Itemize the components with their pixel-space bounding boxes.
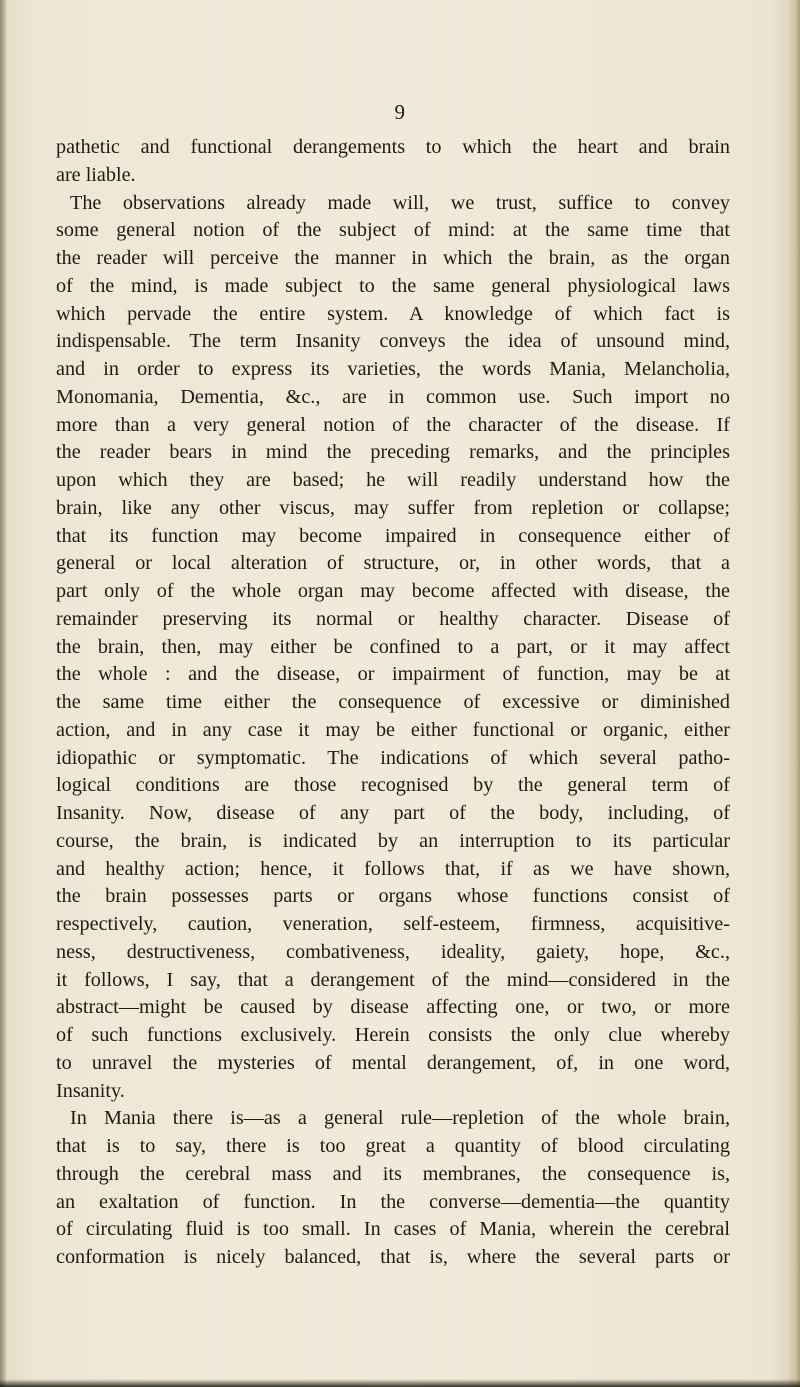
page-bottom-shadow: [0, 1379, 800, 1387]
text-line: abstract—might be caused by disease affecting one, or two, or more: [56, 996, 730, 1019]
text-line: remainder preserving its normal or healthy character. Disease of: [56, 607, 730, 630]
text-line: are liable.: [56, 163, 136, 186]
text-line: some general notion of the subject of mind: at the same time that: [56, 219, 730, 242]
text-line: course, the brain, is indicated by an interruption to its particular: [56, 829, 730, 852]
text-line: which pervade the entire system. A knowledge of which fact is: [56, 302, 730, 325]
text-line: the same time either the consequence of excessive or diminished: [56, 691, 730, 713]
text-line: Insanity. Now, disease of any part of the body, including, of: [56, 802, 730, 824]
text-line: respectively, caution, veneration, self-esteem, firmness, acquisitive-: [56, 913, 730, 935]
text-line: conformation is nicely balanced, that is, where the several parts or: [56, 1246, 730, 1268]
text-line: the whole : and the disease, or impairment of function, may be at: [56, 663, 730, 686]
page-number: 9: [394, 100, 406, 124]
text-line: general or local alteration of structure, or, in other words, that a: [56, 552, 730, 575]
text-line: the brain, then, may either be confined to a part, or it may affect: [56, 635, 730, 658]
text-line: and in order to express its varieties, the words Mania, Melancholia,: [56, 358, 730, 380]
text-line: that its function may become impaired in consequence either of: [56, 524, 730, 547]
text-line: the reader will perceive the manner in which the brain, as the organ: [56, 247, 730, 269]
text-line: indispensable. The term Insanity conveys the idea of unsound mind,: [56, 330, 730, 353]
text-line: Insanity.: [56, 1079, 125, 1102]
text-line: ness, destructiveness, combativeness, ideality, gaiety, hope, &c.,: [56, 940, 730, 963]
text-line: it follows, I say, that a derangement of the mind—considered in the: [56, 968, 730, 991]
text-line: In Mania there is—as a general rule—repletion of the whole brain,: [70, 1107, 730, 1130]
page-edge-right: [786, 0, 800, 1387]
body-text: [56, 134, 730, 1272]
text-line: The observations already made will, we trust, suffice to convey: [70, 191, 730, 214]
text-line: of the mind, is made subject to the same general physiological laws: [56, 274, 730, 297]
text-line: and healthy action; hence, it follows that, if as we have shown,: [56, 857, 730, 880]
text-line: to unravel the mysteries of mental derangement, of, in one word,: [56, 1051, 730, 1074]
text-line: action, and in any case it may be either functional or organic, either: [56, 718, 730, 741]
text-line: the reader bears in mind the preceding remarks, and the principles: [56, 441, 730, 464]
text-line: brain, like any other viscus, may suffer from repletion or collapse;: [56, 496, 730, 519]
text-line: more than a very general notion of the character of the disease. If: [56, 413, 730, 436]
text-line: through the cerebral mass and its membranes, the consequence is,: [56, 1162, 730, 1185]
text-line: idiopathic or symptomatic. The indications of which several patho-: [56, 746, 730, 769]
page-gutter-left: [0, 0, 6, 1387]
text-line: part only of the whole organ may become affected with disease, the: [56, 580, 730, 602]
text-line: an exaltation of function. In the converse—dementia—the quantity: [56, 1190, 730, 1213]
text-line: that is to say, there is too great a quantity of blood circulating: [56, 1135, 730, 1157]
text-line: pathetic and functional derangements to which the heart and brain: [56, 136, 730, 158]
text-line: of such functions exclusively. Herein consists the only clue whereby: [56, 1024, 730, 1046]
text-line: the brain possesses parts or organs whose functions consist of: [56, 885, 730, 908]
text-line: logical conditions are those recognised by the general term of: [56, 774, 730, 797]
text-line: upon which they are based; he will readily understand how the: [56, 469, 730, 491]
text-line: of circulating fluid is too small. In cases of Mania, wherein the cerebral: [56, 1218, 730, 1241]
text-line: Monomania, Dementia, &c., are in common use. Such import no: [56, 385, 730, 408]
